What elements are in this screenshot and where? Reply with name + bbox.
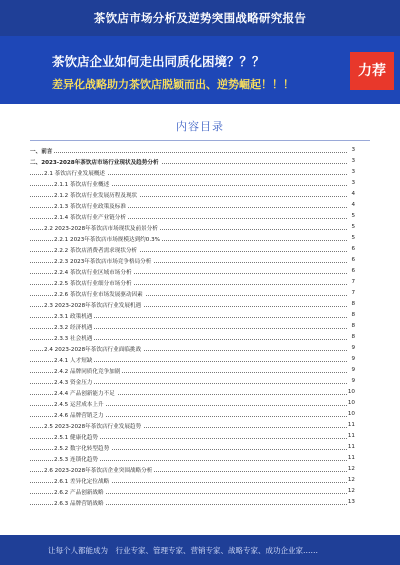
toc-entry[interactable] xyxy=(30,486,355,497)
toc-entry-text: 2.5 2023-2028年茶饮店行业发展趋势 xyxy=(44,424,142,430)
toc-entry-text: 2.1.2 茶饮店行业发展历程及现状 xyxy=(54,193,138,199)
toc-page-number: 11 xyxy=(347,422,355,428)
toc-page-number: 9 xyxy=(351,356,355,362)
toc-page-number: 10 xyxy=(347,411,355,417)
toc-entry-text: 2.2.5 茶饮店行业细分市场分析 xyxy=(54,281,132,287)
toc-page-number: 9 xyxy=(351,367,355,373)
toc-page-number: 12 xyxy=(347,466,355,472)
toc-entry-text: 二、2023-2028年茶饮店市场行业现状及趋势分析 xyxy=(30,160,159,166)
toc-page-number: 8 xyxy=(351,301,355,307)
toc-divider xyxy=(30,140,370,141)
toc-entry[interactable] xyxy=(30,310,355,321)
toc-entry-text: 2.1.4 茶饮店行业产业链分析 xyxy=(54,215,126,221)
toc-entry[interactable] xyxy=(30,145,355,156)
toc-entry[interactable] xyxy=(30,420,355,431)
toc-entry[interactable] xyxy=(30,464,355,475)
top-header-bar xyxy=(0,0,400,36)
toc-page-number: 6 xyxy=(351,268,355,274)
toc-entry-text: 2.4.6 品牌营销乏力 xyxy=(54,413,104,419)
toc-entry-text: 2.2.2 茶饮店消费者需求现状分析 xyxy=(54,248,138,254)
toc-entry-text: 2.4.4 产品创新能力不足 xyxy=(54,391,115,397)
toc-entry-text: 2.2.3 2023年茶饮店市场竞争格局分析 xyxy=(54,259,152,265)
toc-entry-text: 2.1 茶饮店行业发展概述 xyxy=(44,171,106,177)
toc-entry-text: 2.5.2 数字化转型趋势 xyxy=(54,446,110,452)
toc-entry-text: 2.5.3 连锁化趋势 xyxy=(54,457,98,463)
toc-entry[interactable] xyxy=(30,288,355,299)
toc-entry-text: 2.3 2023-2028年茶饮店行业发展机遇 xyxy=(44,303,142,309)
toc-entry-text: 2.2.1 2023年茶饮店市场规模达到约0.3% xyxy=(54,237,160,243)
toc-entry-text: 2.4.3 资金压力 xyxy=(54,380,93,386)
toc-entry[interactable] xyxy=(30,244,355,255)
toc-entry-text: 一、前言 xyxy=(30,149,53,155)
toc-entry-text: 2.6.2 产品创新战略 xyxy=(54,490,104,496)
toc-entry[interactable] xyxy=(30,453,355,464)
toc-entry[interactable] xyxy=(30,376,355,387)
banner xyxy=(0,36,400,104)
toc-entry-text: 2.1.1 茶饮店行业概述 xyxy=(54,182,110,188)
toc-entry-text: 2.1.3 茶饮店行业政策及标准 xyxy=(54,204,126,210)
toc-entry-text: 2.6 2023-2028年茶饮店企业突围战略分析 xyxy=(44,468,153,474)
toc-entry[interactable] xyxy=(30,354,355,365)
toc-entry-text: 2.3.2 经济机遇 xyxy=(54,325,93,331)
toc-page-number: 9 xyxy=(351,378,355,384)
toc-page-number: 6 xyxy=(351,257,355,263)
toc-entry[interactable] xyxy=(30,387,355,398)
toc-entry-text: 2.4 2023-2028年茶饮店行业面临挑战 xyxy=(44,347,142,353)
banner-title: 茶饮店企业如何走出同质化困境？？？ xyxy=(52,54,265,69)
toc-entry[interactable] xyxy=(30,167,355,178)
toc-leader-dots xyxy=(30,152,347,153)
toc-page-number: 5 xyxy=(351,235,355,241)
toc-entry[interactable] xyxy=(30,497,355,508)
toc-entry[interactable] xyxy=(30,475,355,486)
toc-page-number: 11 xyxy=(347,444,355,450)
toc-page-number: 6 xyxy=(351,246,355,252)
toc-list xyxy=(30,145,355,508)
footer-bar xyxy=(0,535,400,565)
toc-entry[interactable] xyxy=(30,189,355,200)
toc-entry[interactable] xyxy=(30,277,355,288)
toc-entry[interactable] xyxy=(30,255,355,266)
toc-page-number: 11 xyxy=(347,433,355,439)
banner-subtitle: 差异化战略助力茶饮店脱颖而出、逆势崛起！！！ xyxy=(52,78,294,91)
footer-slogan: 让每个人都能成为 行业专家、管理专家、营销专家、战略专家、成功企业家…… xyxy=(48,546,318,555)
toc-entry[interactable] xyxy=(30,398,355,409)
toc-entry-text: 2.4.1 人才短缺 xyxy=(54,358,93,364)
toc-entry[interactable] xyxy=(30,156,355,167)
toc-entry-text: 2.4.2 品牌同质化竞争加剧 xyxy=(54,369,121,375)
toc-entry-text: 2.3.3 社会机遇 xyxy=(54,336,93,342)
toc-entry[interactable] xyxy=(30,211,355,222)
toc-entry-text: 2.4.5 运营成本上升 xyxy=(54,402,104,408)
recommend-badge: 力荐 xyxy=(350,52,394,90)
toc-entry[interactable] xyxy=(30,321,355,332)
toc-page-number: 10 xyxy=(347,389,355,395)
toc-entry[interactable] xyxy=(30,222,355,233)
toc-page-number: 9 xyxy=(351,345,355,351)
toc-page-number: 3 xyxy=(351,147,355,153)
toc-entry-text: 2.2.6 茶饮店行业市场发展驱动因素 xyxy=(54,292,143,298)
toc-page-number: 12 xyxy=(347,488,355,494)
toc-entry-text: 2.2 2023-2028年茶饮店市场现状及前景分析 xyxy=(44,226,158,232)
toc-entry[interactable] xyxy=(30,431,355,442)
toc-page-number: 10 xyxy=(347,400,355,406)
toc-page-number: 3 xyxy=(351,158,355,164)
toc-page-number: 3 xyxy=(351,180,355,186)
toc-entry[interactable] xyxy=(30,442,355,453)
toc-entry[interactable] xyxy=(30,233,355,244)
toc-page-number: 13 xyxy=(347,499,355,505)
toc-entry[interactable] xyxy=(30,200,355,211)
toc-entry[interactable] xyxy=(30,409,355,420)
toc-entry[interactable] xyxy=(30,178,355,189)
toc-page-number: 7 xyxy=(351,290,355,296)
toc-entry[interactable] xyxy=(30,299,355,310)
toc-page-number: 4 xyxy=(351,202,355,208)
toc-entry[interactable] xyxy=(30,332,355,343)
toc-entry-text: 2.6.3 品牌营销战略 xyxy=(54,501,104,507)
toc-page-number: 8 xyxy=(351,323,355,329)
toc-page-number: 8 xyxy=(351,334,355,340)
toc-entry[interactable] xyxy=(30,365,355,376)
report-title: 茶饮店市场分析及逆势突围战略研究报告 xyxy=(93,11,307,25)
toc-page-number: 5 xyxy=(351,224,355,230)
toc-page-number: 3 xyxy=(351,169,355,175)
toc-entry[interactable] xyxy=(30,343,355,354)
toc-page-number: 4 xyxy=(351,191,355,197)
toc-entry-text: 2.5.1 健康化趋势 xyxy=(54,435,98,441)
toc-entry-text: 2.6.1 差异化定位战略 xyxy=(54,479,110,485)
toc-entry-text: 2.3.1 政策机遇 xyxy=(54,314,93,320)
toc-heading: 内容目录 xyxy=(176,120,224,133)
toc-entry-text: 2.2.4 茶饮店行业区域市场分析 xyxy=(54,270,132,276)
toc-page-number: 5 xyxy=(351,213,355,219)
toc-page-number: 7 xyxy=(351,279,355,285)
toc-page-number: 8 xyxy=(351,312,355,318)
toc-entry[interactable] xyxy=(30,266,355,277)
toc-page-number: 11 xyxy=(347,455,355,461)
toc-page-number: 12 xyxy=(347,477,355,483)
